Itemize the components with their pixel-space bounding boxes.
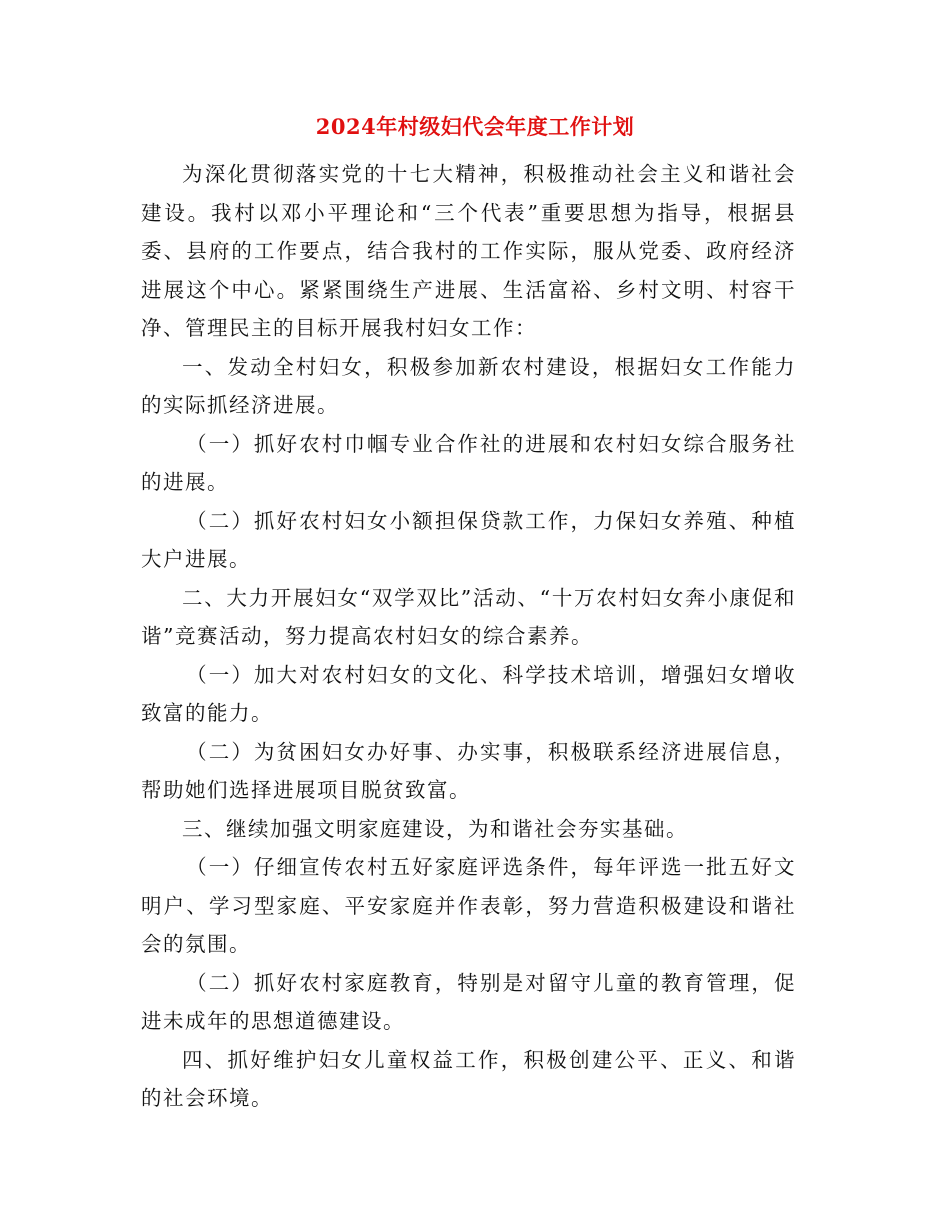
- document-title: 2024年村级妇代会年度工作计划: [315, 114, 635, 139]
- document-body: [141, 155, 796, 1118]
- paragraph-section-2-item-2: （二）为贫困妇女办好事、办实事，积极联系经济进展信息，帮助她们选择进展项目脱贫致富。: [141, 739, 796, 802]
- paragraph-section-1-item-1: （一）抓好农村巾帼专业合作社的进展和农村妇女综合服务社的进展。: [141, 431, 796, 494]
- paragraph-section-3-item-1: （一）仔细宣传农村五好家庭评选条件，每年评选一批五好文明户、学习型家庭、平安家庭并作表彰，努力营造积极建设和谐社会的氛围。: [141, 855, 796, 956]
- paragraph-section-1-item-2: （二）抓好农村妇女小额担保贷款工作，力保妇女养殖、种植大户进展。: [141, 508, 796, 571]
- paragraph-section-2: 二、大力开展妇女“双学双比”活动、“十万农村妇女奔小康促和谐”竞赛活动，努力提高农村妇女的综合素养。: [141, 585, 796, 648]
- paragraph-section-3: 三、继续加强文明家庭建设，为和谐社会夯实基础。: [182, 816, 688, 841]
- paragraph-intro: 为深化贯彻落实党的十七大精神，积极推动社会主义和谐社会建设。我村以邓小平理论和“三个代表”重要思想为指导，根据县委、县府的工作要点，结合我村的工作实际，服从党委、政府经济进展这个中心。紧紧围绕生产进展、生活富裕、乡村文明、村容干净、管理民主的目标开展我村妇女工作：: [141, 162, 796, 340]
- paragraph-section-3-item-2: （二）抓好农村家庭教育，特别是对留守儿童的教育管理，促进未成年的思想道德建设。: [141, 970, 796, 1033]
- paragraph-section-1: 一、发动全村妇女，积极参加新农村建设，根据妇女工作能力的实际抓经济进展。: [141, 354, 796, 417]
- paragraph-section-4: 四、抓好维护妇女儿童权益工作，积极创建公平、正义、和谐的社会环境。: [141, 1047, 796, 1110]
- paragraph-section-2-item-1: （一）加大对农村妇女的文化、科学技术培训，增强妇女增收致富的能力。: [141, 662, 796, 725]
